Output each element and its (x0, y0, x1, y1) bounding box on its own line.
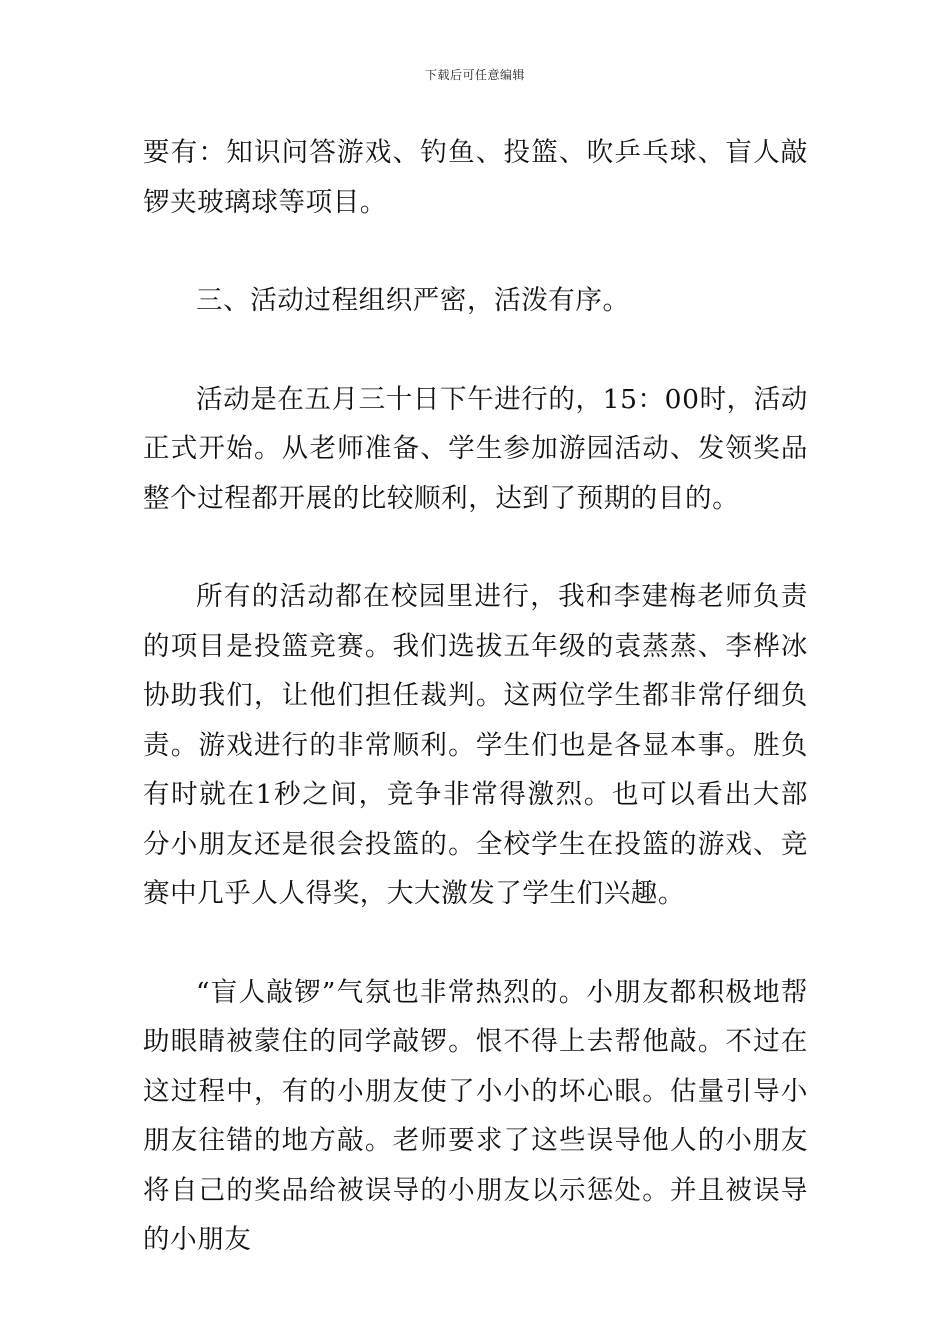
document-body (143, 128, 808, 1265)
section-heading: 三、活动过程组织严密，活泼有序。 (196, 285, 630, 316)
header-note: 下载后可任意编辑 (424, 68, 525, 82)
paragraph-1: 要有：知识问答游戏、钓鱼、投篮、吹乒乓球、盲人敲锣夹玻璃球等项目。 (143, 137, 808, 218)
paragraph-4: “盲人敲锣”气氛也非常热烈的。小朋友都积极地帮助眼睛被蒙住的同学敲锣。恨不得上去帮他敲。不过在这过程中，有的小朋友使了小小的坏心眼。估量引导小朋友往错的地方敲。老师要求了这些误导他人的小朋友将自己的奖品给被误导的小朋友以示惩处。并且被误导的小朋友 (143, 976, 808, 1255)
paragraph-3: 所有的活动都在校园里进行，我和李建梅老师负责的项目是投篮竞赛。我们选拔五年级的袁蒸蒸、李桦冰协助我们，让他们担任裁判。这两位学生都非常仔细负责。游戏进行的非常顺利。学生们也是各显本事。胜负有时就在1秒之间，竞争非常得激烈。也可以看出大部分小朋友还是很会投篮的。全校学生在投篮的游戏、竞赛中几乎人人得奖，大大激发了学生们兴趣。 (143, 581, 808, 909)
paragraph-2: 活动是在五月三十日下午进行的，15：00时，活动正式开始。从老师准备、学生参加游园活动、发领奖品整个过程都开展的比较顺利，达到了预期的目的。 (143, 383, 808, 514)
